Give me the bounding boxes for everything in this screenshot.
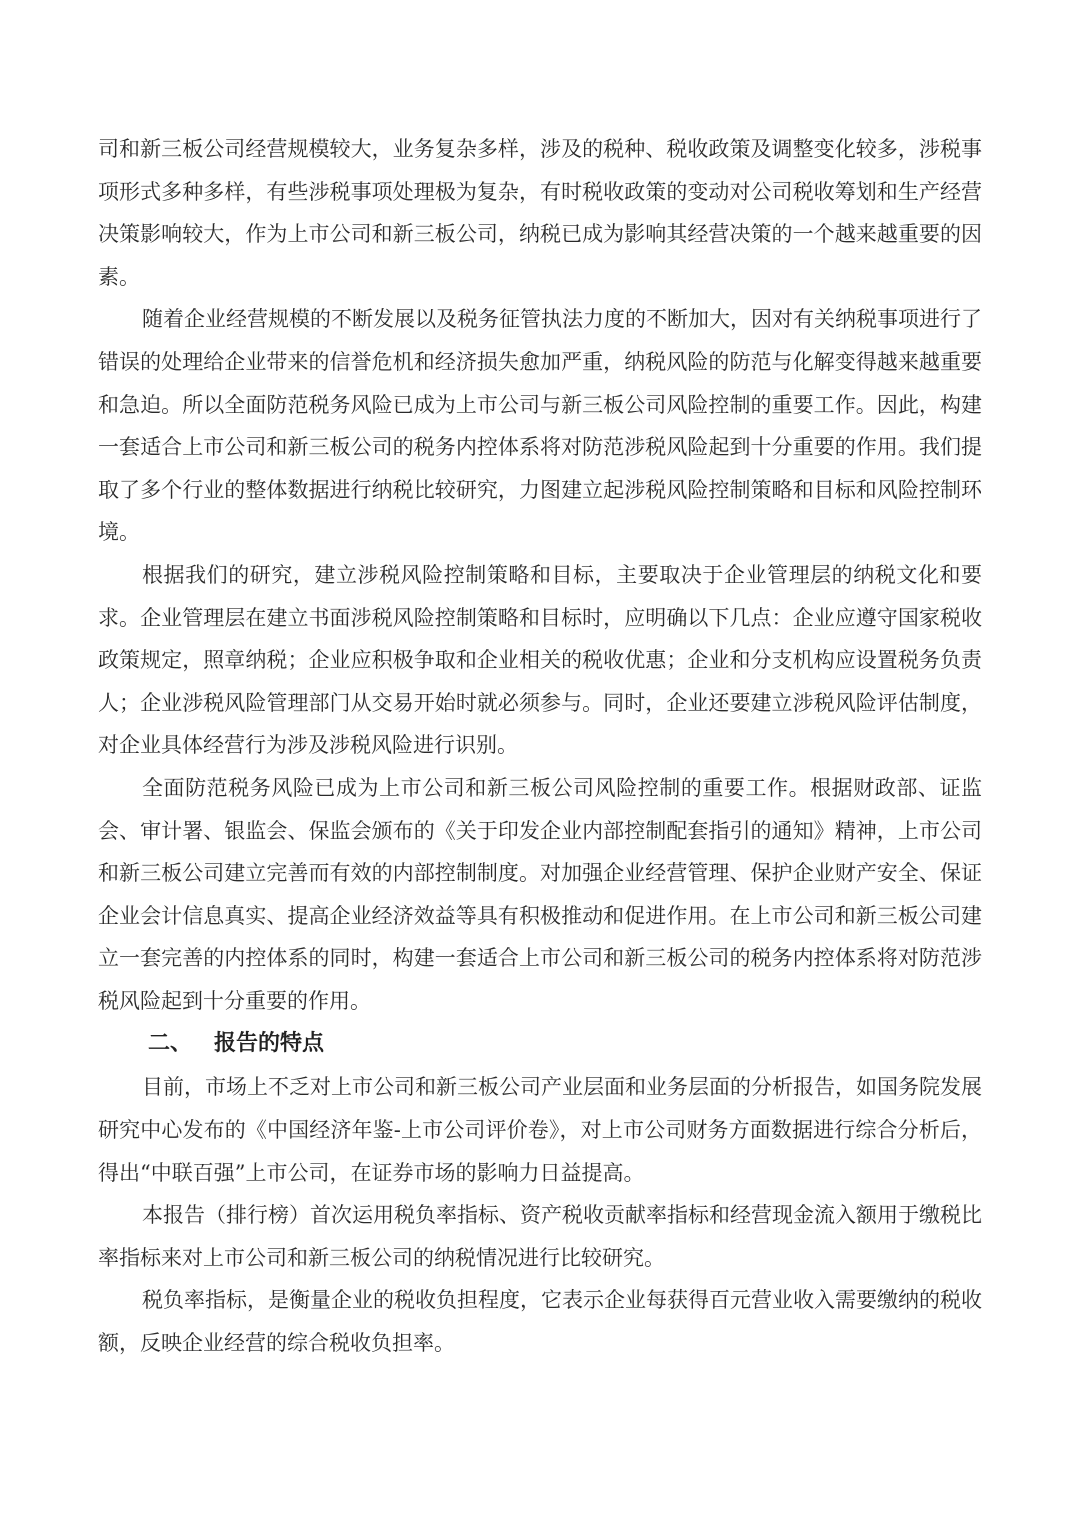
document-body: [98, 128, 982, 1365]
paragraph-3: 根据我们的研究，建立涉税风险控制策略和目标，主要取决于企业管理层的纳税文化和要求。企业管理层在建立书面涉税风险控制策略和目标时，应明确以下几点：企业应遵守国家税收政策规定，照章纳税；企业应积极争取和企业相关的税收优惠；企业和分支机构应设置税务负责人；企业涉税风险管理部门从交易开始时就必须参与。同时，企业还要建立涉税风险评估制度，对企业具体经营行为涉及涉税风险进行识别。: [98, 562, 982, 758]
paragraph-4: 全面防范税务风险已成为上市公司和新三板公司风险控制的重要工作。根据财政部、证监会、审计署、银监会、保监会颁布的《关于印发企业内部控制配套指引的通知》精神，上市公司和新三板公司建立完善而有效的内部控制制度。对加强企业经营管理、保护企业财产安全、保证企业会计信息真实、提高企业经济效益等具有积极推动和促进作用。在上市公司和新三板公司建立一套完善的内控体系的同时，构建一套适合上市公司和新三板公司的税务内控体系将对防范涉税风险起到十分重要的作用。: [98, 775, 982, 1013]
paragraph-5: 目前，市场上不乏对上市公司和新三板公司产业层面和业务层面的分析报告，如国务院发展研究中心发布的《中国经济年鉴-上市公司评价卷》，对上市公司财务方面数据进行综合分析后，得出“中联百强”上市公司，在证券市场的影响力日益提高。: [98, 1075, 982, 1185]
paragraph-1: 司和新三板公司经营规模较大，业务复杂多样，涉及的税种、税收政策及调整变化较多，涉税事项形式多种多样，有些涉税事项处理极为复杂，有时税收政策的变动对公司税收筹划和生产经营决策影响较大，作为上市公司和新三板公司，纳税已成为影响其经营决策的一个越来越重要的因素。: [98, 137, 982, 289]
section-number: 二、: [148, 1031, 193, 1057]
paragraph-2: 随着企业经营规模的不断发展以及税务征管执法力度的不断加大，因对有关纳税事项进行了错误的处理给企业带来的信誉危机和经济损失愈加严重，纳税风险的防范与化解变得越来越重要和急迫。所以全面防范税务风险已成为上市公司与新三板公司风险控制的重要工作。因此，构建一套适合上市公司和新三板公司的税务内控体系将对防范涉税风险起到十分重要的作用。我们提取了多个行业的整体数据进行纳税比较研究，力图建立起涉税风险控制策略和目标和风险控制环境。: [98, 307, 982, 545]
section-heading: [98, 1022, 982, 1066]
section-title: 报告的特点: [214, 1031, 325, 1057]
paragraph-6: 本报告（排行榜）首次运用税负率指标、资产税收贡献率指标和经营现金流入额用于缴税比率指标来对上市公司和新三板公司的纳税情况进行比较研究。: [98, 1203, 982, 1270]
paragraph-7: 税负率指标，是衡量企业的税收负担程度，它表示企业每获得百元营业收入需要缴纳的税收额，反映企业经营的综合税收负担率。: [98, 1288, 982, 1356]
